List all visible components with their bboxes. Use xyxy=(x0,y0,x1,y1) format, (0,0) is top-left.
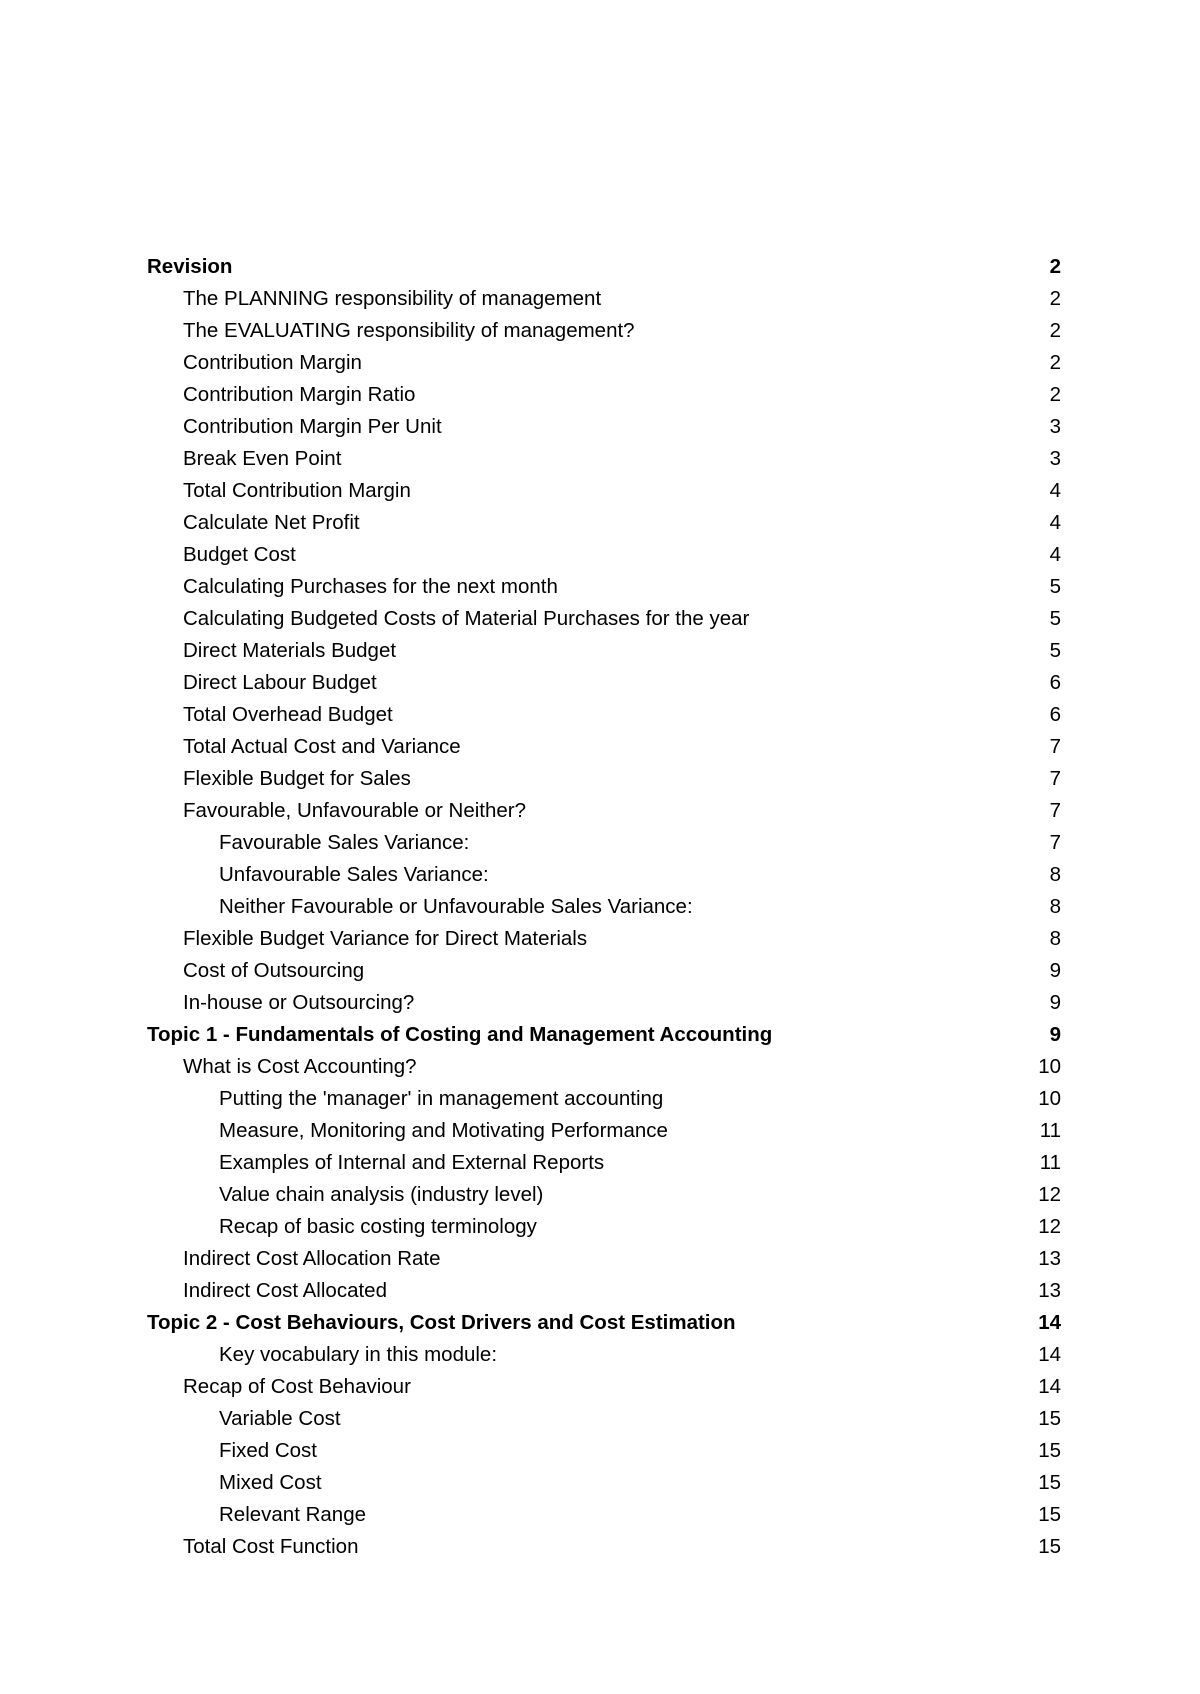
toc-entry[interactable] xyxy=(147,1307,1061,1339)
toc-entry-title: Break Even Point xyxy=(183,447,342,470)
toc-entry-title: Contribution Margin xyxy=(183,351,362,374)
toc-entry[interactable] xyxy=(147,571,1061,603)
toc-entry[interactable] xyxy=(147,923,1061,955)
toc-entry-title: Key vocabulary in this module: xyxy=(219,1343,498,1366)
toc-entry-title: Total Cost Function xyxy=(183,1535,359,1558)
toc-entry-page-number: 3 xyxy=(1049,447,1061,470)
toc-entry-page-number: 14 xyxy=(1038,1311,1061,1334)
toc-entry-title: Budget Cost xyxy=(183,543,296,566)
toc-entry[interactable] xyxy=(147,443,1061,475)
toc-entry[interactable] xyxy=(147,827,1061,859)
toc-entry-page-number: 2 xyxy=(1049,319,1061,342)
toc-entry-page-number: 15 xyxy=(1038,1471,1061,1494)
toc-entry-title: Mixed Cost xyxy=(219,1471,322,1494)
toc-entry-page-number: 14 xyxy=(1038,1375,1061,1398)
toc-entry-page-number: 8 xyxy=(1049,927,1061,950)
toc-entry-title: Cost of Outsourcing xyxy=(183,959,365,982)
toc-entry-title: Indirect Cost Allocated xyxy=(183,1279,387,1302)
toc-entry-page-number: 2 xyxy=(1049,383,1061,406)
toc-entry[interactable] xyxy=(147,347,1061,379)
toc-entry-page-number: 14 xyxy=(1038,1343,1061,1366)
toc-entry[interactable] xyxy=(147,283,1061,315)
toc-entry-title: Fixed Cost xyxy=(219,1439,317,1462)
toc-entry-page-number: 15 xyxy=(1038,1439,1061,1462)
toc-entry-title: Examples of Internal and External Reports xyxy=(219,1151,605,1174)
toc-entry[interactable] xyxy=(147,315,1061,347)
toc-entry-title: Topic 1 - Fundamentals of Costing and Management Accounting xyxy=(147,1023,773,1046)
toc-entry[interactable] xyxy=(147,635,1061,667)
toc-entry[interactable] xyxy=(147,955,1061,987)
toc-entry-title: Unfavourable Sales Variance: xyxy=(219,863,489,886)
toc-entry[interactable] xyxy=(147,1339,1061,1371)
toc-entry[interactable] xyxy=(147,251,1061,283)
toc-entry-title: Revision xyxy=(147,255,233,278)
toc-entry[interactable] xyxy=(147,1083,1061,1115)
toc-entry-page-number: 7 xyxy=(1049,767,1061,790)
toc-entry[interactable] xyxy=(147,1435,1061,1467)
toc-entry-title: What is Cost Accounting? xyxy=(183,1055,417,1078)
toc-entry[interactable] xyxy=(147,1243,1061,1275)
toc-entry-page-number: 9 xyxy=(1049,1023,1061,1046)
toc-entry-page-number: 7 xyxy=(1049,831,1061,854)
toc-entry[interactable] xyxy=(147,1147,1061,1179)
toc-entry-title: In-house or Outsourcing? xyxy=(183,991,415,1014)
toc-entry[interactable] xyxy=(147,1467,1061,1499)
toc-entry-title: Flexible Budget for Sales xyxy=(183,767,411,790)
toc-entry-page-number: 8 xyxy=(1049,895,1061,918)
toc-entry-page-number: 4 xyxy=(1049,511,1061,534)
toc-entry-title: Recap of Cost Behaviour xyxy=(183,1375,411,1398)
toc-entry-title: Direct Materials Budget xyxy=(183,639,397,662)
toc-entry-title: Favourable, Unfavourable or Neither? xyxy=(183,799,526,822)
toc-entry[interactable] xyxy=(147,1531,1061,1563)
toc-entry-page-number: 6 xyxy=(1049,671,1061,694)
toc-entry[interactable] xyxy=(147,891,1061,923)
toc-entry-page-number: 11 xyxy=(1039,1151,1061,1174)
toc-entry-title: Calculating Budgeted Costs of Material Purchases for the year xyxy=(183,607,750,630)
toc-entry[interactable] xyxy=(147,1115,1061,1147)
toc-entry[interactable] xyxy=(147,1019,1061,1051)
toc-entry[interactable] xyxy=(147,699,1061,731)
toc-entry-page-number: 5 xyxy=(1049,607,1061,630)
toc-entry-page-number: 2 xyxy=(1049,287,1061,310)
toc-entry[interactable] xyxy=(147,667,1061,699)
toc-entry-title: Total Overhead Budget xyxy=(183,703,393,726)
toc-entry-title: Variable Cost xyxy=(219,1407,341,1430)
toc-entry-page-number: 12 xyxy=(1038,1183,1061,1206)
toc-entry[interactable] xyxy=(147,1371,1061,1403)
toc-entry[interactable] xyxy=(147,1051,1061,1083)
toc-entry-title: Total Contribution Margin xyxy=(183,479,411,502)
toc-entry[interactable] xyxy=(147,1275,1061,1307)
toc-entry[interactable] xyxy=(147,763,1061,795)
toc-entry-title: Calculating Purchases for the next month xyxy=(183,575,558,598)
toc-entry-title: Recap of basic costing terminology xyxy=(219,1215,537,1238)
toc-entry[interactable] xyxy=(147,1211,1061,1243)
toc-entry[interactable] xyxy=(147,1179,1061,1211)
toc-entry[interactable] xyxy=(147,987,1061,1019)
toc-entry[interactable] xyxy=(147,795,1061,827)
toc-entry-page-number: 8 xyxy=(1049,863,1061,886)
toc-entry-page-number: 5 xyxy=(1049,639,1061,662)
toc-entry-title: Relevant Range xyxy=(219,1503,367,1526)
toc-entry[interactable] xyxy=(147,379,1061,411)
toc-entry-page-number: 6 xyxy=(1049,703,1061,726)
toc-entry-title: Contribution Margin Per Unit xyxy=(183,415,442,438)
toc-entry-title: Contribution Margin Ratio xyxy=(183,383,416,406)
toc-entry-title: Indirect Cost Allocation Rate xyxy=(183,1247,441,1270)
toc-entry-page-number: 15 xyxy=(1038,1535,1061,1558)
toc-entry-title: Topic 2 - Cost Behaviours, Cost Drivers and Cost Estimation xyxy=(147,1311,736,1334)
toc-entry-page-number: 13 xyxy=(1038,1279,1061,1302)
toc-entry-page-number: 10 xyxy=(1038,1055,1061,1078)
toc-entry[interactable] xyxy=(147,603,1061,635)
toc-entry-page-number: 7 xyxy=(1049,799,1061,822)
toc-entry-page-number: 3 xyxy=(1049,415,1061,438)
toc-entry-title: Value chain analysis (industry level) xyxy=(219,1183,544,1206)
toc-entry[interactable] xyxy=(147,1499,1061,1531)
toc-entry-page-number: 9 xyxy=(1049,959,1061,982)
toc-entry-page-number: 11 xyxy=(1039,1119,1061,1142)
toc-entry[interactable] xyxy=(147,507,1061,539)
toc-entry-page-number: 12 xyxy=(1038,1215,1061,1238)
toc-entry[interactable] xyxy=(147,859,1061,891)
toc-entry-title: Measure, Monitoring and Motivating Performance xyxy=(219,1119,668,1142)
toc-entry-title: Favourable Sales Variance: xyxy=(219,831,470,854)
toc-entry-page-number: 2 xyxy=(1049,255,1061,278)
toc-entry-page-number: 2 xyxy=(1049,351,1061,374)
toc-entry[interactable] xyxy=(147,1403,1061,1435)
table-of-contents xyxy=(147,251,1061,1563)
toc-entry-page-number: 4 xyxy=(1049,479,1061,502)
toc-entry-title: Direct Labour Budget xyxy=(183,671,377,694)
toc-entry-title: The PLANNING responsibility of management xyxy=(183,287,602,310)
toc-entry-page-number: 4 xyxy=(1049,543,1061,566)
toc-entry-title: Neither Favourable or Unfavourable Sales Variance: xyxy=(219,895,693,918)
toc-entry-page-number: 15 xyxy=(1038,1503,1061,1526)
toc-entry[interactable] xyxy=(147,539,1061,571)
toc-entry[interactable] xyxy=(147,475,1061,507)
toc-entry-page-number: 5 xyxy=(1049,575,1061,598)
toc-entry-title: Putting the 'manager' in management accounting xyxy=(219,1087,664,1110)
toc-entry-page-number: 9 xyxy=(1049,991,1061,1014)
toc-entry-page-number: 10 xyxy=(1038,1087,1061,1110)
toc-entry-page-number: 13 xyxy=(1038,1247,1061,1270)
toc-entry-page-number: 15 xyxy=(1038,1407,1061,1430)
toc-entry[interactable] xyxy=(147,731,1061,763)
toc-entry-title: Flexible Budget Variance for Direct Materials xyxy=(183,927,588,950)
toc-entry-page-number: 7 xyxy=(1049,735,1061,758)
toc-entry-title: Total Actual Cost and Variance xyxy=(183,735,461,758)
toc-entry-title: Calculate Net Profit xyxy=(183,511,360,534)
toc-entry[interactable] xyxy=(147,411,1061,443)
toc-entry-title: The EVALUATING responsibility of management? xyxy=(183,319,635,342)
